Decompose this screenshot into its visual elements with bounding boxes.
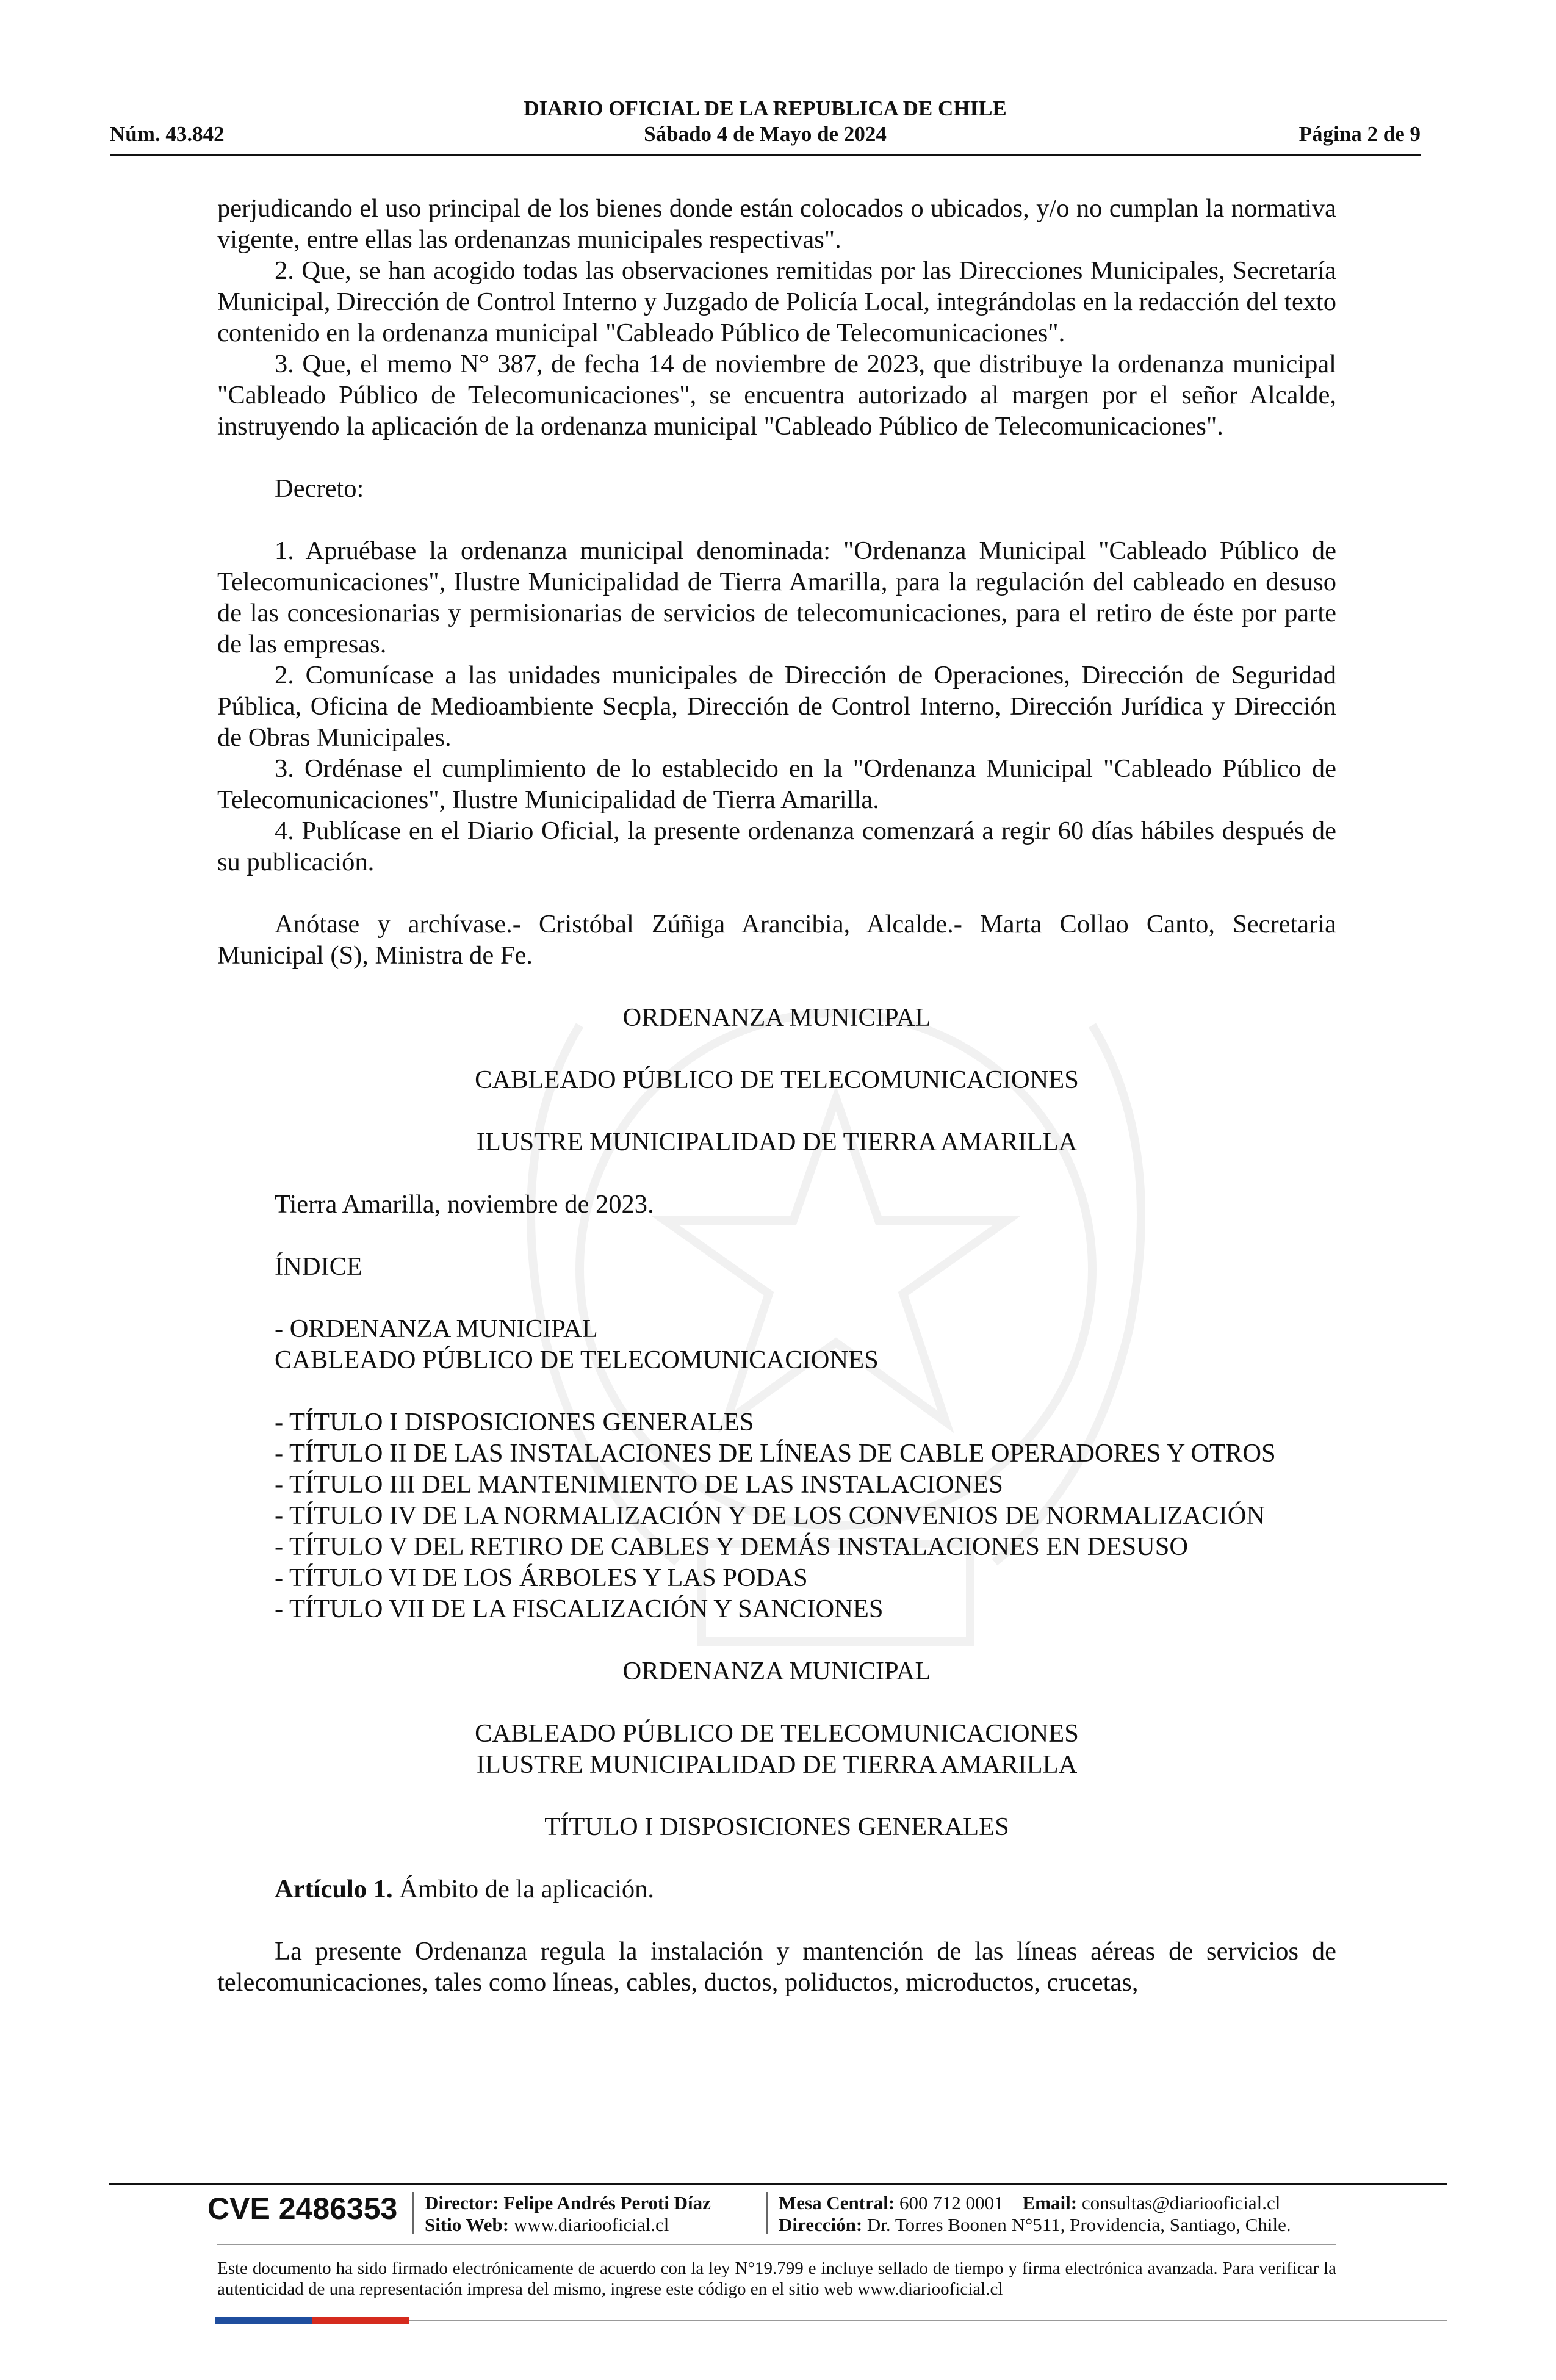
decreto-heading: Decreto: bbox=[275, 474, 364, 503]
issue-date: Sábado 4 de Mayo de 2024 bbox=[644, 122, 887, 146]
considerando-3: 3. Que, el memo N° 387, de fecha 14 de noviembre de 2023, que distribuye la ordenanza municipal "Cableado Público de Telecomunicaciones", se encuentra autorizado al margen por el señor Alcalde, instruyendo la aplicación de la ordenanza municipal "Cableado Público de Telecomunicaciones". bbox=[217, 350, 1336, 441]
article-label: Artículo 1. bbox=[275, 1875, 393, 1903]
article-heading bbox=[217, 1873, 1336, 1905]
municipality-title: ILUSTRE MUNICIPALIDAD DE TIERRA AMARILLA bbox=[476, 1750, 1078, 1779]
footer-rule bbox=[109, 2183, 1447, 2185]
decreto-item-1: 1. Apruébase la ordenanza municipal denominada: "Ordenanza Municipal "Cableado Público de Telecomunicaciones", Ilustre Municipalidad de Tierra Amarilla, para la regulación del cableado en desuso de las concesionarias y permisionarias de servicios de telecomunicaciones, para el retiro de éste por parte de las empresas. bbox=[217, 536, 1336, 658]
index-item: - TÍTULO V DEL RETIRO DE CABLES Y DEMÁS INSTALACIONES EN DESUSO bbox=[275, 1532, 1189, 1561]
ordinance-title: ORDENANZA MUNICIPAL bbox=[622, 1003, 931, 1032]
email-address[interactable]: consultas@diariooficial.cl bbox=[1077, 2192, 1281, 2213]
index-item: - TÍTULO II DE LAS INSTALACIONES DE LÍNEAS DE CABLE OPERADORES Y OTROS bbox=[275, 1439, 1276, 1468]
paragraph-continuation: perjudicando el uso principal de los bienes donde están colocados o ubicados, y/o no cumplan la normativa vigente, entre ellas las ordenanzas municipales respectivas". bbox=[217, 194, 1336, 254]
page-header bbox=[110, 96, 1421, 156]
footer-divider bbox=[766, 2192, 768, 2234]
document-body bbox=[217, 193, 1336, 1998]
place-date: Tierra Amarilla, noviembre de 2023. bbox=[275, 1190, 654, 1219]
mesa-phone: 600 712 0001 bbox=[895, 2192, 1004, 2213]
article-title: Ámbito de la aplicación. bbox=[392, 1875, 654, 1903]
address-text: Dr. Torres Boonen N°511, Providencia, Santiago, Chile. bbox=[862, 2214, 1291, 2235]
ordinance-title: ORDENANZA MUNICIPAL bbox=[622, 1657, 931, 1686]
signature-paragraph: Anótase y archívase.- Cristóbal Zúñiga Arancibia, Alcalde.- Marta Collao Canto, Secretaria Municipal (S), Ministra de Fe. bbox=[217, 910, 1336, 970]
site-label: Sitio Web: bbox=[425, 2214, 510, 2235]
mesa-label: Mesa Central: bbox=[779, 2192, 895, 2213]
flag-stripe-blue bbox=[215, 2317, 312, 2324]
index-item: CABLEADO PÚBLICO DE TELECOMUNICACIONES bbox=[275, 1346, 879, 1374]
flag-stripe-red bbox=[312, 2317, 409, 2324]
index-item: - TÍTULO III DEL MANTENIMIENTO DE LAS INSTALACIONES bbox=[275, 1470, 1003, 1499]
director-label: Director: bbox=[425, 2192, 499, 2213]
footer-bottom-rule bbox=[409, 2320, 1447, 2321]
footer-director-block bbox=[425, 2192, 711, 2236]
index-item: - ORDENANZA MUNICIPAL bbox=[275, 1314, 598, 1343]
cve-code: CVE 2486353 bbox=[207, 2191, 398, 2226]
index-item: - TÍTULO VI DE LOS ÁRBOLES Y LAS PODAS bbox=[275, 1563, 808, 1592]
footer-contact-block bbox=[779, 2192, 1291, 2236]
municipality-title: ILUSTRE MUNICIPALIDAD DE TIERRA AMARILLA bbox=[476, 1128, 1078, 1156]
ordinance-subtitle: CABLEADO PÚBLICO DE TELECOMUNICACIONES bbox=[475, 1719, 1079, 1748]
considerando-2: 2. Que, se han acogido todas las observaciones remitidas por las Direcciones Municipales, Secretaría Municipal, Dirección de Control Interno y Juzgado de Policía Local, integrándolas en la redacción del texto contenido en la ordenanza municipal "Cableado Público de Telecomunicaciones". bbox=[217, 256, 1336, 347]
site-url[interactable]: www.diariooficial.cl bbox=[509, 2214, 669, 2235]
footer-thin-rule bbox=[217, 2244, 1336, 2245]
ordinance-subtitle: CABLEADO PÚBLICO DE TELECOMUNICACIONES bbox=[475, 1066, 1079, 1094]
footer-divider bbox=[412, 2192, 414, 2234]
title-heading: TÍTULO I DISPOSICIONES GENERALES bbox=[544, 1812, 1009, 1841]
decreto-item-4: 4. Publícase en el Diario Oficial, la presente ordenanza comenzará a regir 60 días hábiles después de su publicación. bbox=[217, 817, 1336, 876]
director-name: Felipe Andrés Peroti Díaz bbox=[499, 2192, 711, 2213]
email-label: Email: bbox=[1022, 2192, 1078, 2213]
footer-legal-note: Este documento ha sido firmado electrónicamente de acuerdo con la ley N°19.799 e incluye sellado de tiempo y firma electrónica avanzada. Para verificar la autenticidad de una representación impresa del mismo, ingrese este código en el sitio web www.diariooficial.cl bbox=[217, 2259, 1336, 2299]
issue-number: Núm. 43.842 bbox=[110, 122, 225, 146]
article-text: La presente Ordenanza regula la instalación y mantención de las líneas aéreas de servicios de telecomunicaciones, tales como líneas, cables, ductos, poliductos, microductos, crucetas, bbox=[217, 1937, 1336, 1997]
publication-title: DIARIO OFICIAL DE LA REPUBLICA DE CHILE bbox=[524, 96, 1007, 120]
index-heading: ÍNDICE bbox=[275, 1252, 362, 1281]
index-item: - TÍTULO IV DE LA NORMALIZACIÓN Y DE LOS CONVENIOS DE NORMALIZACIÓN bbox=[275, 1501, 1266, 1530]
index-item: - TÍTULO I DISPOSICIONES GENERALES bbox=[275, 1408, 754, 1437]
decreto-item-2: 2. Comunícase a las unidades municipales de Dirección de Operaciones, Dirección de Seguridad Pública, Oficina de Medioambiente Secpla, Dirección de Control Interno, Dirección Jurídica y Dirección de Obras Municipales. bbox=[217, 661, 1336, 752]
index-item: - TÍTULO VII DE LA FISCALIZACIÓN Y SANCIONES bbox=[275, 1595, 884, 1623]
decreto-item-3: 3. Ordénase el cumplimiento de lo establecido en la "Ordenanza Municipal "Cableado Público de Telecomunicaciones", Ilustre Municipalidad de Tierra Amarilla. bbox=[217, 754, 1336, 814]
address-label: Dirección: bbox=[779, 2214, 863, 2235]
page-number: Página 2 de 9 bbox=[1298, 122, 1421, 146]
